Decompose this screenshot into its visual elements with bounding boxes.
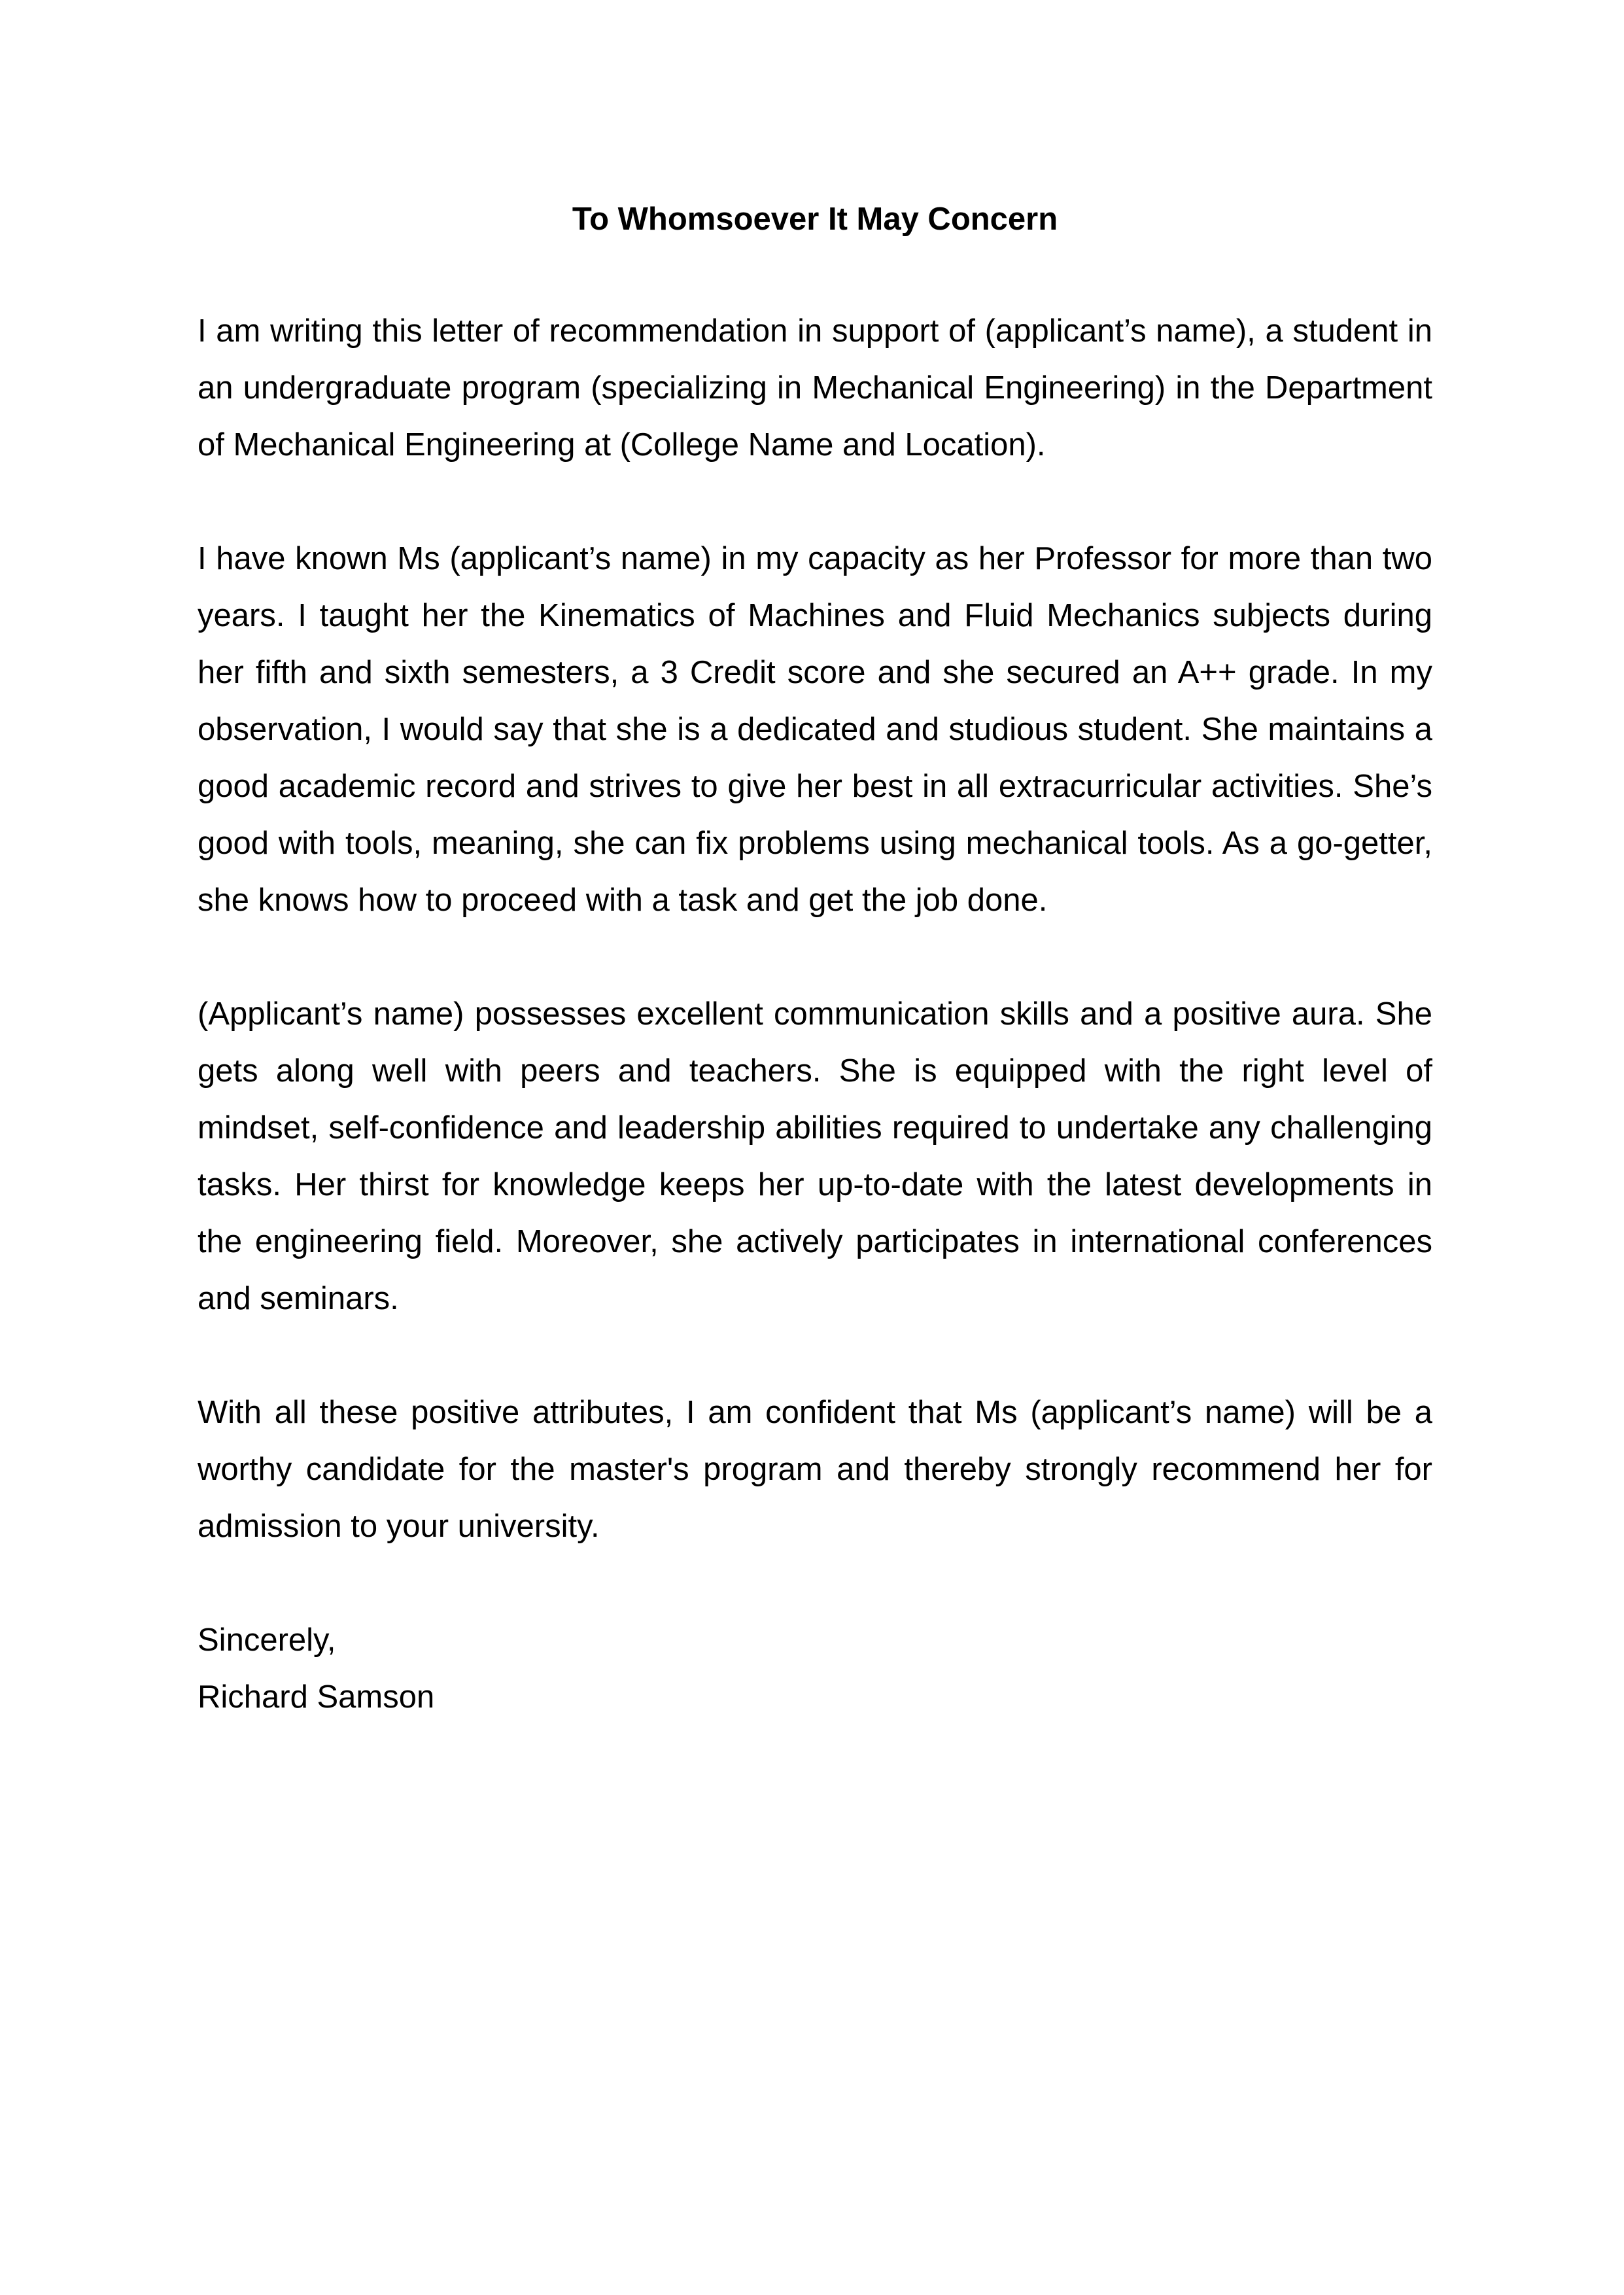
paragraph-academic-performance: I have known Ms (applicant’s name) in my capacity as her Professor for more than two years. I taught her the Kinematics of Machines and Fluid Mechanics subjects during her fifth and sixth semesters, a 3 Credit score and she secured an A++ grade. In my observation, I would say that she is a dedicated and studious student. She maintains a good academic record and strives to give her best in all extracurricular activities. She’s good with tools, meaning, she can fix problems using mechanical tools. As a go-getter, she knows how to proceed with a task and get the job done. xyxy=(198,541,1432,918)
paragraph-personal-qualities: (Applicant’s name) possesses excellent communication skills and a positive aura. She gets along well with peers and teachers. She is equipped with the right level of mindset, self-confidence and leadership abilities required to undertake any challenging tasks. Her thirst for knowledge keeps her up-to-date with the latest developments in the engineering field. Moreover, she actively participates in international conferences and seminars. xyxy=(198,996,1432,1316)
paragraph-recommendation: With all these positive attributes, I am confident that Ms (applicant’s name) will be a worthy candidate for the master's program and thereby strongly recommend her for admission to your university. xyxy=(198,1395,1432,1544)
signature-name: Richard Samson xyxy=(198,1679,435,1715)
letter-body xyxy=(198,303,1432,1726)
paragraph-introduction: I am writing this letter of recommendation in support of (applicant’s name), a student in an undergraduate program (specializing in Mechanical Engineering) in the Department of Mechanical Engineering at (College Name and Location). xyxy=(198,313,1432,463)
closing-salutation: Sincerely, xyxy=(198,1622,336,1658)
letter-title: To Whomsoever It May Concern xyxy=(572,201,1058,237)
